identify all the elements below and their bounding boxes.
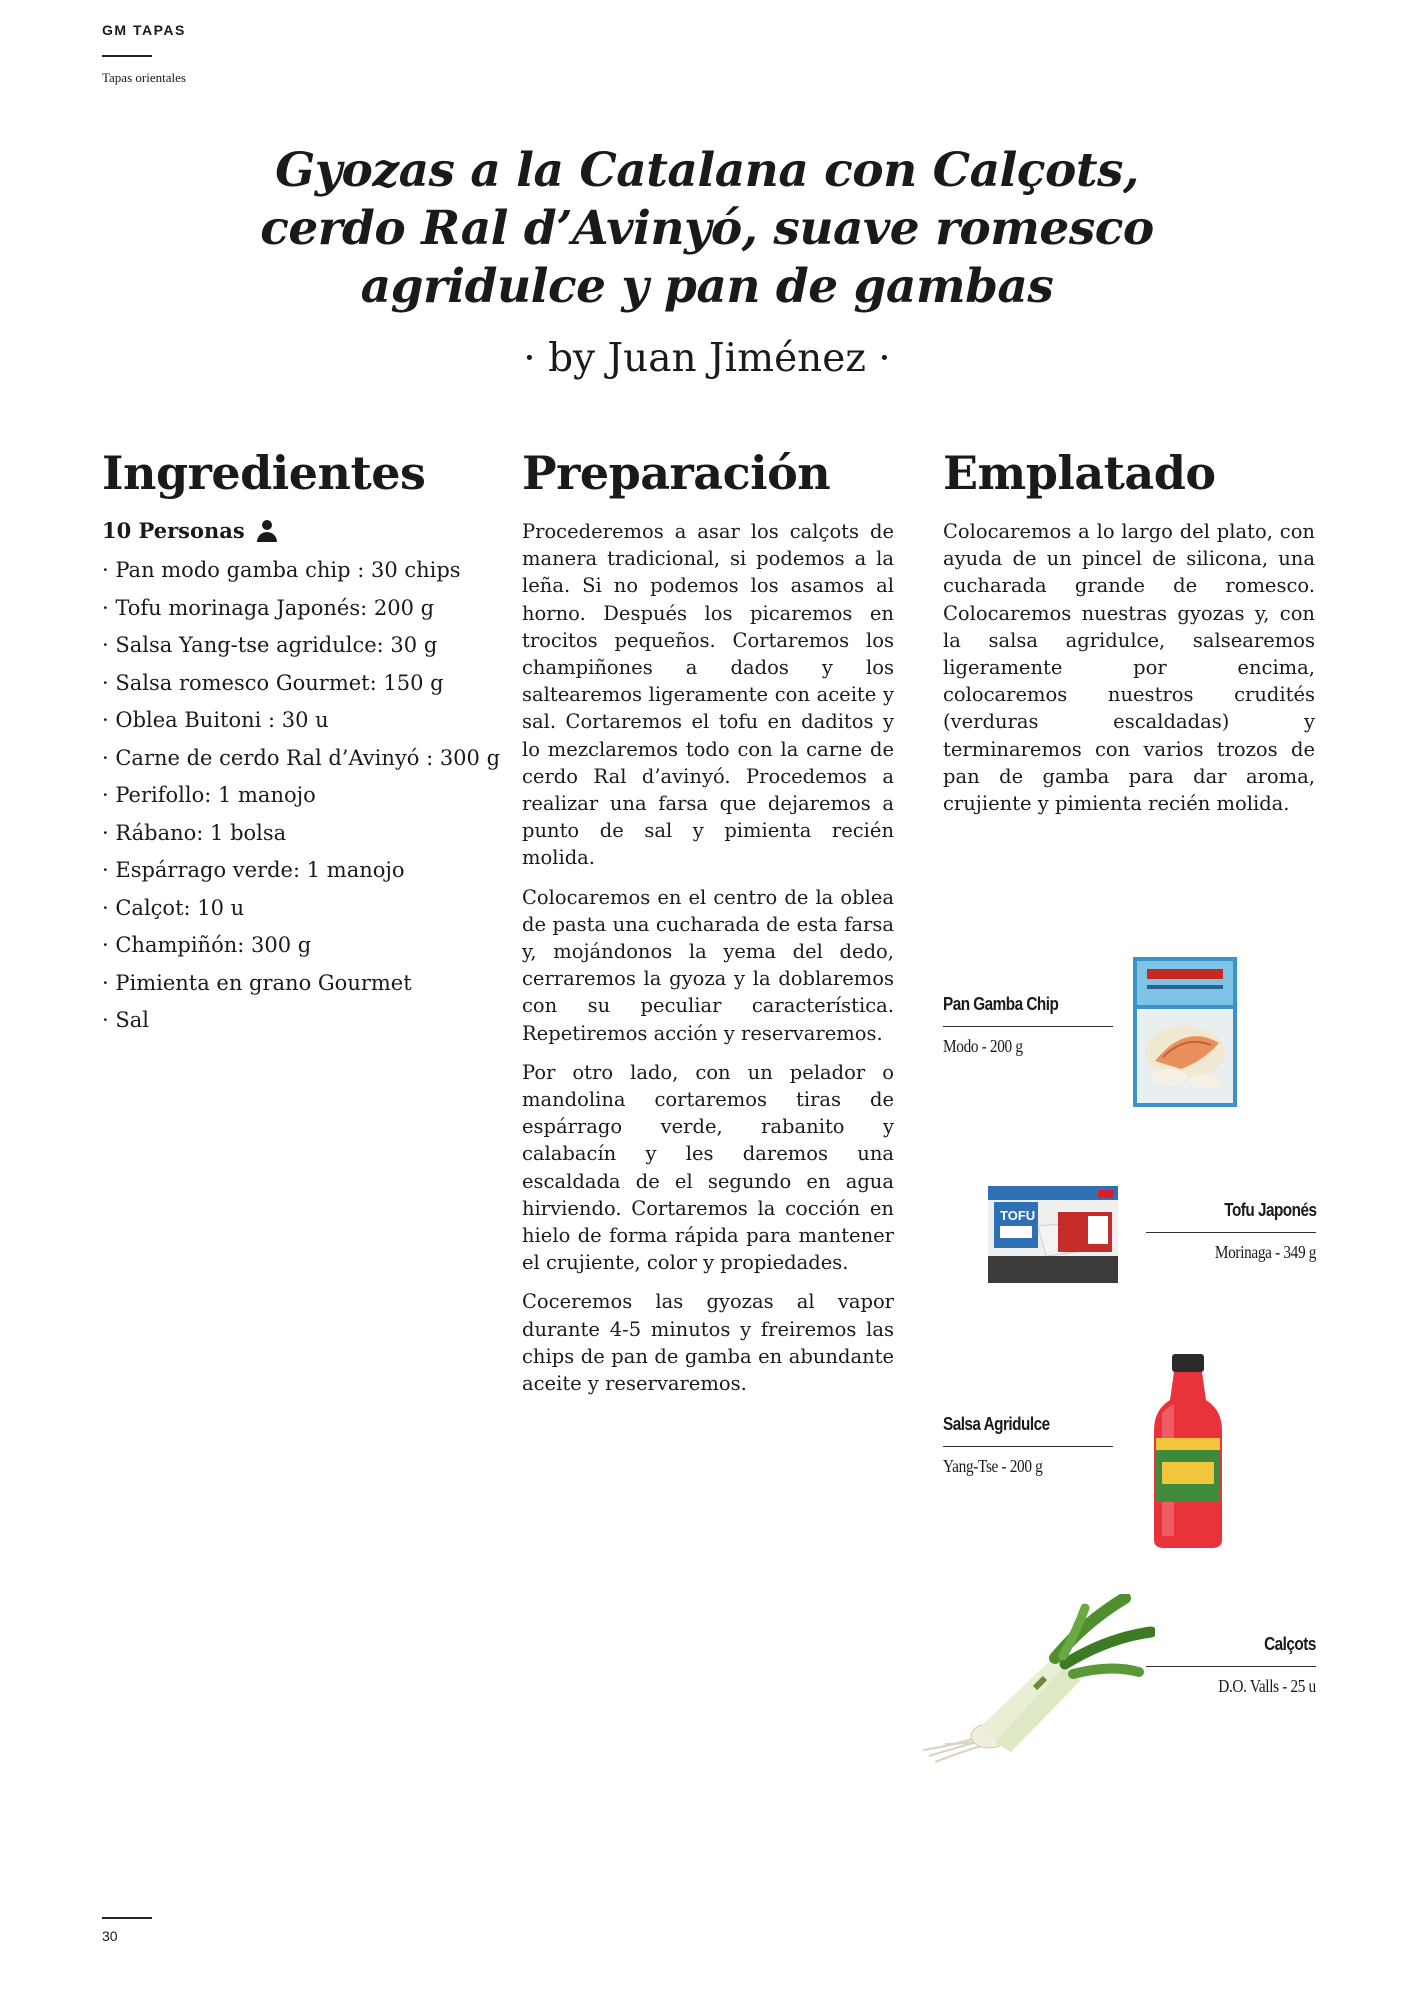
ingredient-item: · Oblea Buitoni : 30 u — [102, 702, 522, 740]
product-name: Salsa Agridulce — [943, 1414, 1050, 1434]
ingredient-item: · Rábano: 1 bolsa — [102, 815, 522, 853]
ingredient-item: · Champiñón: 300 g — [102, 927, 522, 965]
ingredient-item: · Sal — [102, 1002, 522, 1040]
ingredient-item: · Salsa romesco Gourmet: 150 g — [102, 665, 522, 703]
servings — [102, 518, 277, 543]
tofu-box-label: TOFU — [1000, 1208, 1036, 1223]
plating-heading: Emplatado — [943, 446, 1216, 500]
section-label: Tapas orientales — [102, 70, 186, 85]
sauce-bottle-image — [1148, 1354, 1228, 1550]
author-byline: · by Juan Jiménez · — [523, 336, 891, 381]
product-name: Calçots — [1264, 1634, 1316, 1654]
ingredient-item: · Carne de cerdo Ral d’Avinyó : 300 g — [102, 740, 522, 778]
title-line: Gyozas a la Catalana con Calçots, — [275, 143, 1139, 198]
preparation-heading: Preparación — [522, 446, 831, 500]
product-divider — [1146, 1232, 1316, 1233]
preparation-paragraph: Procederemos a asar los calçots de manera tradicional, si podemos a la leña. Si no podemos los asamos al horno. Después los picaremos en trocitos pequeños. Cortaremos los champiñones a dados y los saltearemos ligeramente con aceite y sal. Cortaremos el tofu en daditos y lo mezclaremos todo con la carne de cerdo Ral d’avinyó. Procedemos a realizar una farsa que dejaremos a punto de sal y pimienta recién molida. — [522, 520, 894, 870]
recipe-title — [200, 142, 1214, 316]
ingredients-list — [102, 552, 522, 1040]
product-name: Tofu Japonés — [1223, 1200, 1316, 1220]
prawn-crackers-box-image — [1133, 957, 1237, 1107]
brand-divider — [102, 55, 152, 57]
product-divider — [943, 1446, 1113, 1447]
ingredient-item: · Salsa Yang-tse agridulce: 30 g — [102, 627, 522, 665]
page-number-divider — [102, 1917, 152, 1919]
title-line: agridulce y pan de gambas — [360, 259, 1054, 314]
preparation-text — [522, 518, 894, 1409]
product-detail: Yang-Tse - 200 g — [943, 1456, 1043, 1476]
magazine-brand: GM TAPAS — [102, 22, 186, 38]
preparation-paragraph: Coceremos las gyozas al vapor durante 4-5 minutos y freiremos las chips de pan de gamba en abundante aceite y reservaremos. — [522, 1290, 894, 1396]
tofu-package-image — [988, 1186, 1118, 1283]
ingredients-heading: Ingredientes — [102, 446, 426, 500]
ingredient-item: · Espárrago verde: 1 manojo — [102, 852, 522, 890]
page-number: 30 — [102, 1928, 118, 1944]
ingredient-item: · Calçot: 10 u — [102, 890, 522, 928]
servings-label: 10 Personas — [102, 518, 245, 543]
preparation-paragraph: Colocaremos en el centro de la oblea de pasta una cucharada de esta farsa y, mojándonos la yema del dedo, cerraremos la gyoza y la doblaremos con su peculiar característica. Repetiremos acción y reservaremos. — [522, 885, 894, 1045]
product-divider — [1146, 1666, 1316, 1667]
ingredient-item: · Pan modo gamba chip : 30 chips — [102, 552, 522, 590]
preparation-paragraph: Por otro lado, con un pelador o mandolina cortaremos tiras de espárrago verde, rabanito y calabacín y les daremos una escaldada de el segundo en agua hirviendo. Cortaremos la cocción en hielo de forma rápida para mantener el crujiente, color y propiedades. — [522, 1060, 894, 1275]
product-detail: Modo - 200 g — [943, 1036, 1023, 1056]
product-name: Pan Gamba Chip — [943, 994, 1059, 1014]
ingredient-item: · Perifollo: 1 manojo — [102, 777, 522, 815]
ingredient-item: · Tofu morinaga Japonés: 200 g — [102, 590, 522, 628]
product-detail: D.O. Valls - 25 u — [1218, 1676, 1316, 1696]
product-divider — [943, 1026, 1113, 1027]
plating-text — [943, 518, 1315, 817]
product-detail: Morinaga - 349 g — [1214, 1242, 1316, 1262]
ingredient-item: · Pimienta en grano Gourmet — [102, 965, 522, 1003]
plating-paragraph: Colocaremos a lo largo del plato, con ayuda de un pincel de silicona, una cucharada grande de romesco. Colocaremos nuestras gyozas y, con la salsa agridulce, salsearemos ligeramente por encima, colocaremos nuestros crudités (verduras escaldadas) y terminaremos con varios trozos de pan de gamba para dar aroma, crujiente y pimienta recién molida. — [943, 520, 1315, 816]
calcots-image — [915, 1594, 1155, 1766]
person-icon — [257, 520, 277, 542]
title-line: cerdo Ral d’Avinyó, suave romesco — [260, 201, 1154, 256]
